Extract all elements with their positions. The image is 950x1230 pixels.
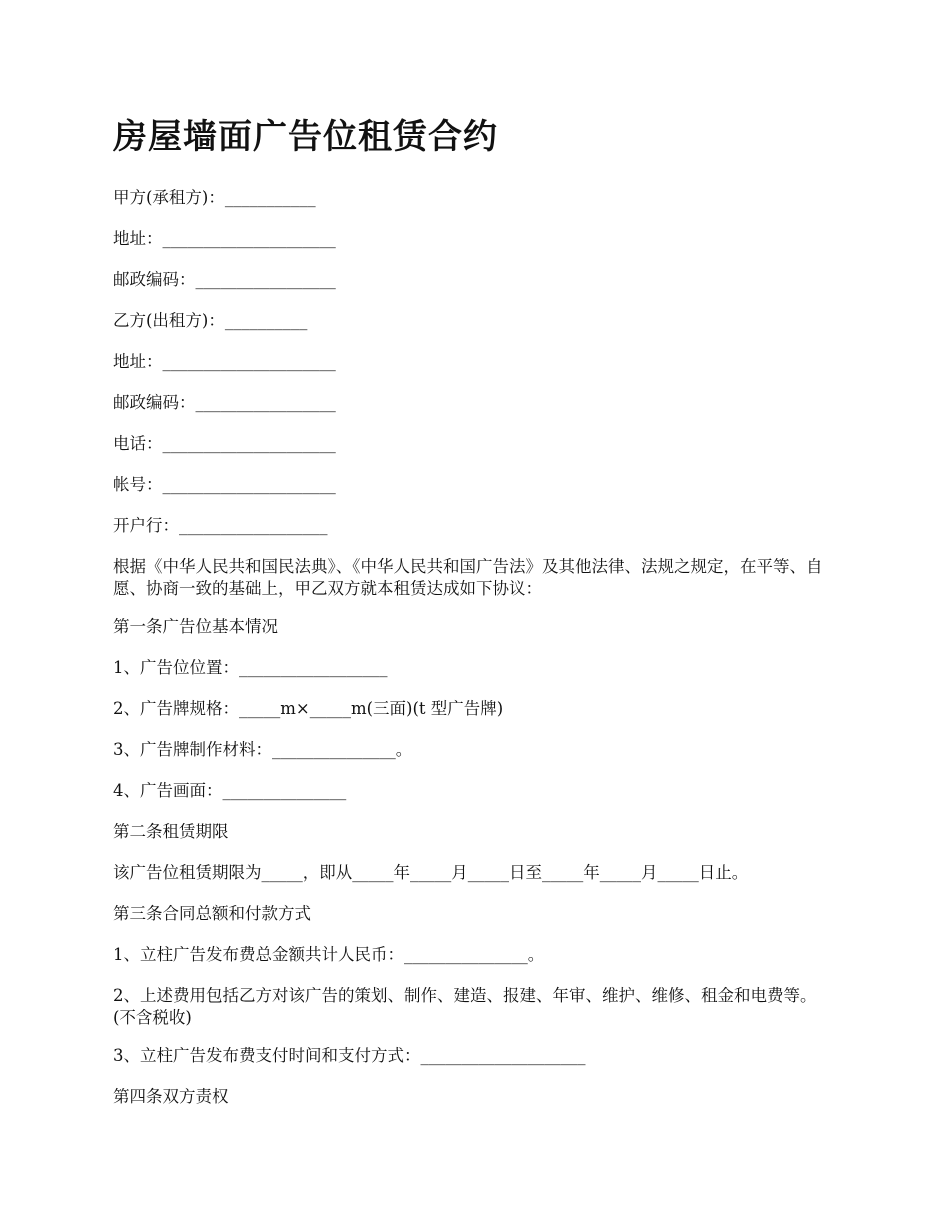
party-a-postcode-line: 邮政编码：_________________ [113,270,336,289]
article-2-heading: 第二条租赁期限 [113,822,229,841]
party-b-bank-line: 开户行：__________________ [113,516,328,535]
party-b-address-line: 地址：_____________________ [113,352,336,371]
party-b-account-line: 帐号：_____________________ [113,475,336,494]
party-a-name-line: 甲方(承租方)：___________ [113,188,316,207]
article-1-item-2: 2、广告牌规格：_____m×_____m(三面)(t 型广告牌) [113,699,504,718]
party-b-postcode-line: 邮政编码：_________________ [113,393,336,412]
article-1-item-4: 4、广告画面：_______________ [113,781,347,800]
article-1-item-3: 3、广告牌制作材料：_______________。 [113,740,413,759]
article-1-heading: 第一条广告位基本情况 [113,617,278,636]
article-3-heading: 第三条合同总额和付款方式 [113,904,311,923]
article-3-item-1: 1、立柱广告发布费总金额共计人民币：_______________。 [113,945,545,964]
article-1-item-1: 1、广告位位置：__________________ [113,658,388,677]
preamble-paragraph: 根据《中华人民共和国民法典》、《中华人民共和国广告法》及其他法律、法规之规定，在平等、自愿、协商一致的基础上，甲乙双方就本租赁达成如下协议： [113,557,823,598]
party-b-phone-line: 电话：_____________________ [113,434,336,453]
party-a-address-line: 地址：_____________________ [113,229,336,248]
article-3-item-3: 3、立柱广告发布费支付时间和支付方式：____________________ [113,1046,586,1065]
document-title: 房屋墙面广告位租赁合约 [113,117,498,157]
article-4-heading: 第四条双方责权 [113,1087,229,1106]
party-b-name-line: 乙方(出租方)：__________ [113,311,308,330]
article-2-term-line: 该广告位租赁期限为_____，即从_____年_____月_____日至_____年_____月_____日止。 [113,863,749,882]
article-3-item-2: 2、上述费用包括乙方对该广告的策划、制作、建造、报建、年审、维护、维修、租金和电费等。(不含税收) [113,986,817,1027]
